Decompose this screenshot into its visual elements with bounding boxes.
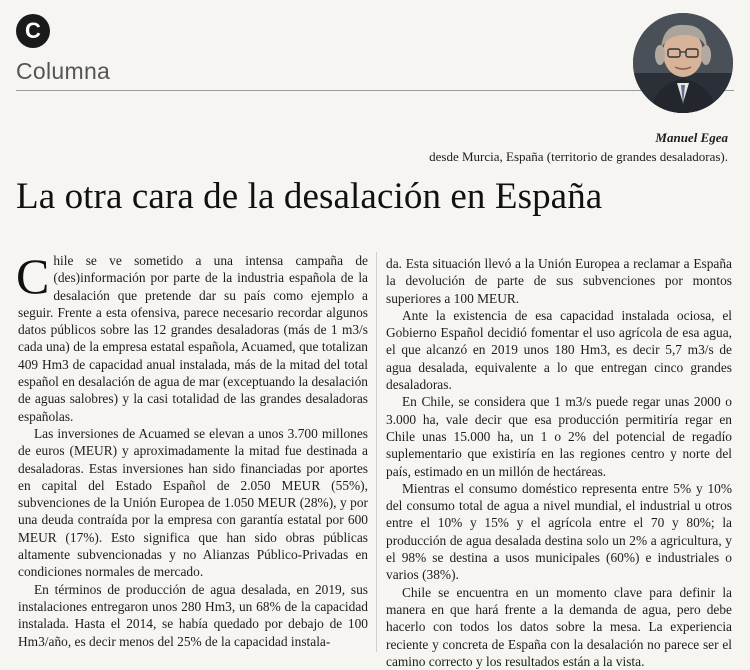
article-column-right bbox=[386, 255, 732, 670]
author-name: Manuel Egea bbox=[655, 130, 728, 145]
article-paragraph: Ante la existencia de esa capacidad instalada ociosa, el Gobierno Español decidió fomentar el uso agrícola de esa agua, el que alcanzó en 2019 unos 180 Hm3, es decir 5,7 m3/s de agua desalada, equivalente a lo que entregan cinco grandes desaladoras. bbox=[386, 307, 732, 393]
drop-cap: C bbox=[16, 248, 50, 304]
header-divider bbox=[16, 90, 734, 91]
column-badge: C bbox=[16, 14, 50, 48]
article-paragraph: Chile se ve sometido a una intensa campaña de (des)información por parte de la industria española de la desalación que pretende dar su país como ejemplo a seguir. Frente a esta ofensiva, parece necesario recordar algunos datos públicos sobre las 12 grandes desaladoras (más de 1 m3/s cada una) de la empresa estatal española, Acuamed, que totalizan 409 Hm3 de capacidad anual instalada, más de la mitad del total español en desalación de agua de mar (exceptuando la desalación de aguas salobres) y la casi totalidad de las grandes desaladoras españolas. bbox=[16, 248, 368, 424]
article-paragraph: Mientras el consumo doméstico representa entre 5% y 10% del consumo total de agua a nivel mundial, el industrial u otros entre el 10% y 15% y el agrícola entre el 70 y 80%; la producción de agua desalada destina solo un 2% a agricultura, y el 98% se destina a usos municipales (60%) e industriales o varios (38%). bbox=[386, 480, 732, 583]
author-origin: desde Murcia, España (territorio de grandes desaladoras). bbox=[429, 149, 728, 164]
article-paragraph: En Chile, se considera que 1 m3/s puede regar unas 2000 o 3.000 ha, vale decir que esa producción permitiría regar en Chile unas 15.000 ha, un 1 o 2% del potencial de regadío suplementario que existiría en las regiones centro y norte del país, estimado en un millón de hectáreas. bbox=[386, 394, 732, 479]
article-paragraph: Chile se encuentra en un momento clave para definir la manera en que hará frente a la demanda de agua, pero debe hacerlo con todos los datos sobre la mesa. La experiencia reciente y concreta de España con la desalación no parece ser el camino correcto y los resultados están a la vista. bbox=[386, 584, 732, 669]
author-photo bbox=[633, 13, 733, 113]
article-headline: La otra cara de la desalación en España bbox=[16, 176, 603, 217]
article-column-left bbox=[16, 248, 368, 650]
column-divider bbox=[376, 252, 377, 652]
article-paragraph: Las inversiones de Acuamed se elevan a unos 3.700 millones de euros (MEUR) y aproximadamente la mitad fue destinada a desaladoras. Estas inversiones han sido financiadas por aportes en capital del Estado Español de 2.050 MEUR (55%), subvenciones de la Unión Europea de 1.050 MEUR (28%), y por una deuda contraída por la empresa con garantía estatal por 600 MEUR (17%). Esto significa que han sido obras públicas altamente subvencionadas y no Alianzas Público-Privadas en condiciones normales de mercado. bbox=[18, 425, 368, 580]
article-paragraph: da. Esta situación llevó a la Unión Europea a reclamar a España la devolución de parte de sus subvenciones por montos superiores a 100 MEUR. bbox=[386, 256, 732, 306]
article-paragraph: En términos de producción de agua desalada, en 2019, sus instalaciones entregaron unos 280 Hm3, un 68% de la capacidad instalada. Hasta el 2014, se había quedado por debajo de 100 Hm3/año, es decir menos del 25% de la capacidad instala- bbox=[18, 581, 368, 649]
section-title: Columna bbox=[16, 58, 111, 84]
